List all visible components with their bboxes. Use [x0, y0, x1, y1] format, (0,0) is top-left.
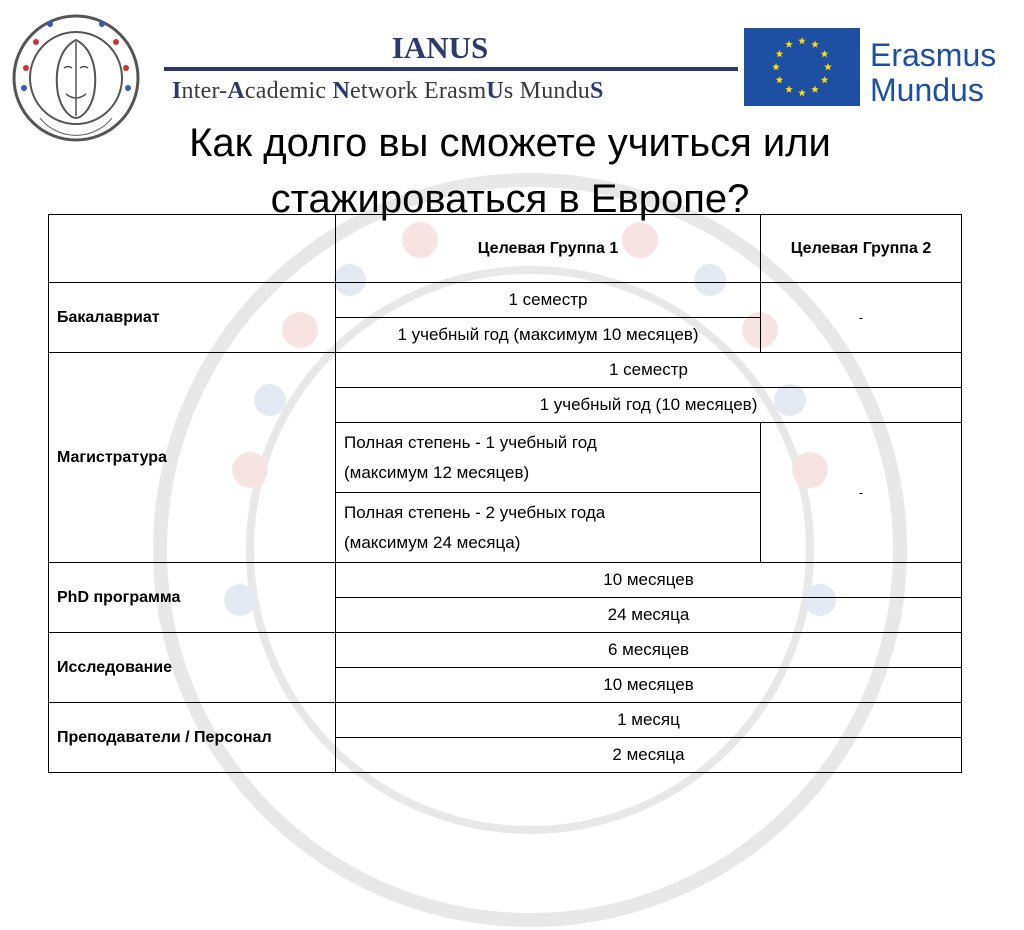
slide-title-line1: Как долго вы сможете учиться или [189, 121, 831, 165]
bachelor-semester: 1 семестр [336, 283, 761, 318]
staff-2-months: 2 месяца [336, 738, 962, 773]
erasmus-mundus-logo-text: Erasmus Mundus [870, 37, 997, 108]
row-label-research: Исследование [49, 633, 336, 703]
slide-title-line2: стажироваться в Европе? [270, 177, 750, 221]
table-row [49, 283, 962, 318]
table-header-row [49, 215, 962, 283]
table-row [49, 563, 962, 598]
eu-flag-icon [744, 28, 860, 106]
research-10-months: 10 месяцев [336, 668, 962, 703]
row-label-phd: PhD программа [49, 563, 336, 633]
phd-24-months: 24 месяца [336, 598, 962, 633]
master-semester: 1 семестр [336, 353, 962, 388]
master-group2-dash: - [761, 423, 962, 563]
staff-1-month: 1 месяц [336, 703, 962, 738]
header-target-group-1: Целевая Группа 1 [336, 215, 761, 283]
master-year: 1 учебный год (10 месяцев) [336, 388, 962, 423]
row-label-master: Магистратура [49, 353, 336, 563]
ianus-title: IANUS [391, 30, 489, 65]
header-target-group-2: Целевая Группа 2 [761, 215, 962, 283]
slide-title [60, 115, 960, 227]
duration-table [48, 214, 962, 773]
table-row [49, 703, 962, 738]
table-row [49, 353, 962, 388]
phd-10-months: 10 месяцев [336, 563, 962, 598]
header-rule [164, 67, 738, 71]
ianus-subtitle: Inter-Academic Network ErasmUs MunduS [172, 78, 604, 104]
bachelor-year: 1 учебный год (максимум 10 месяцев) [336, 318, 761, 353]
header-empty-cell [49, 215, 336, 283]
master-full-degree-1y: Полная степень - 1 учебный год (максимум 12 месяцев) [336, 423, 761, 493]
master-full-degree-2y: Полная степень - 2 учебных года (максимум 24 месяца) [336, 493, 761, 563]
bachelor-group2-dash: - [761, 283, 962, 353]
table-row [49, 633, 962, 668]
row-label-bachelor: Бакалавриат [49, 283, 336, 353]
row-label-staff: Преподаватели / Персонал [49, 703, 336, 773]
research-6-months: 6 месяцев [336, 633, 962, 668]
